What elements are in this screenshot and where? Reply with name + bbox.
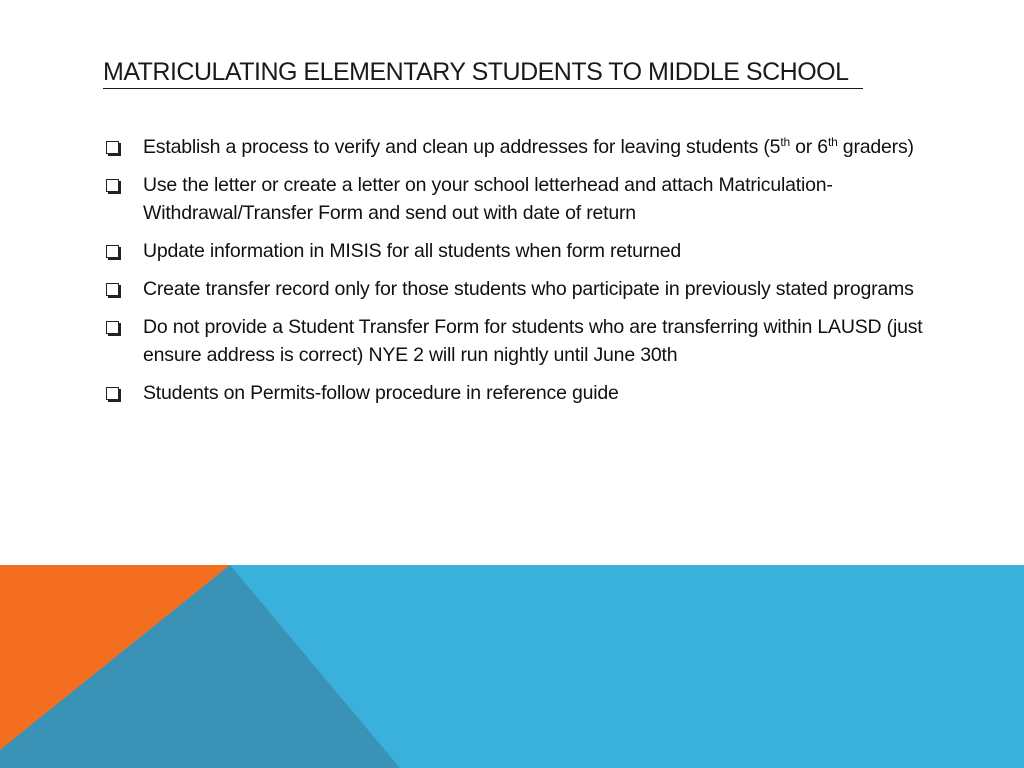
ordinal-suffix: th [827, 135, 838, 149]
bullet-text: Establish a process to verify and clean up addresses for leaving students (5th or 6th graders) [143, 135, 914, 158]
checkbox-square-icon [106, 245, 119, 258]
bullet-item [104, 313, 934, 369]
bullet-text: Do not provide a Student Transfer Form for students who are transferring within LAUSD (just ensure address is correct) NYE 2 will run nightly until June 30th [143, 316, 923, 366]
bullet-text: Update information in MISIS for all students when form returned [143, 240, 681, 262]
bullet-text: Use the letter or create a letter on your school letterhead and attach Matriculation-Withdrawal/Transfer Form and send out with date of return [143, 174, 833, 224]
decorative-footer-band [0, 565, 1024, 768]
bullet-item [104, 237, 934, 265]
ordinal-suffix: th [780, 135, 790, 149]
checkbox-square-icon [106, 141, 119, 154]
bullet-item [104, 171, 934, 227]
checkbox-square-icon [106, 387, 119, 400]
bullet-list [104, 133, 934, 417]
bullet-item [104, 379, 934, 407]
slide-title: MATRICULATING ELEMENTARY STUDENTS TO MIDDLE SCHOOL [103, 58, 863, 89]
checkbox-square-icon [106, 179, 119, 192]
bullet-item [104, 133, 934, 161]
checkbox-square-icon [106, 283, 119, 296]
checkbox-square-icon [106, 321, 119, 334]
bullet-text: Create transfer record only for those students who participate in previously stated programs [143, 278, 914, 300]
bullet-text: Students on Permits-follow procedure in reference guide [143, 382, 619, 404]
bullet-item [104, 275, 934, 303]
